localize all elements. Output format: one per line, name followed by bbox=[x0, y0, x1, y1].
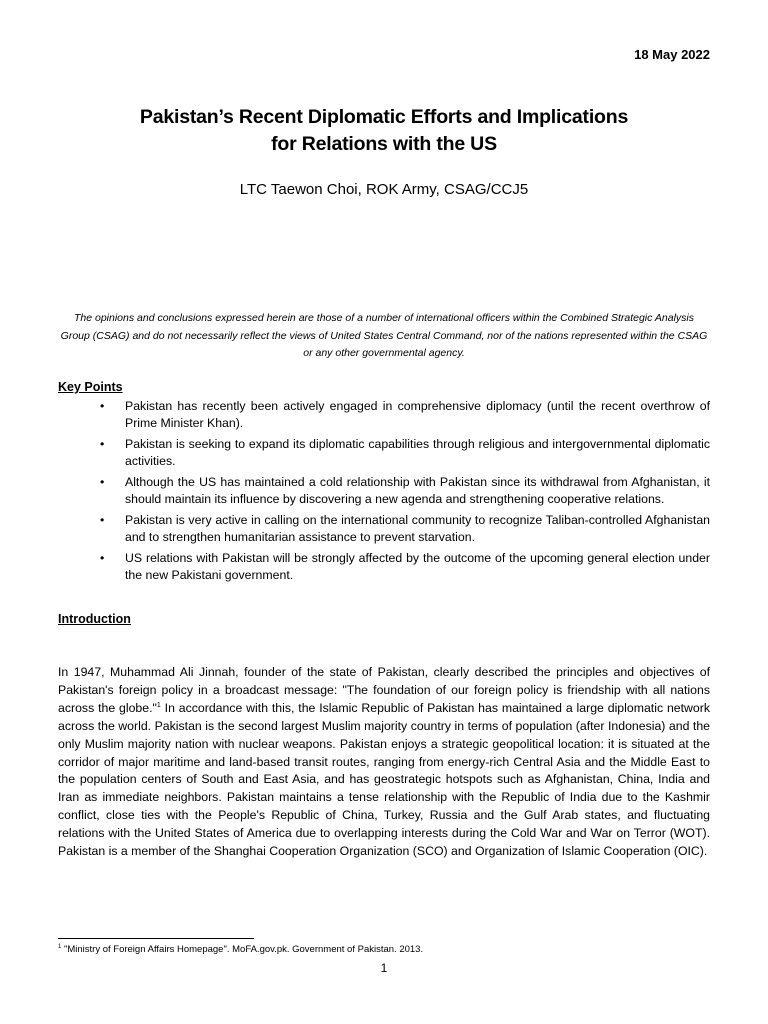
document-title bbox=[0, 104, 768, 158]
list-item-text: Pakistan has recently been actively engaged in comprehensive diplomacy (until the recent overthrow of Prime Minister Khan). bbox=[125, 399, 710, 430]
bullet-icon: • bbox=[100, 551, 105, 565]
key-points-heading: Key Points bbox=[58, 380, 123, 394]
bullet-icon: • bbox=[100, 399, 105, 413]
intro-text-part-2: In accordance with this, the Islamic Republic of Pakistan has maintained a large diplomatic network across the world. Pakistan is the second largest Muslim majority country in terms of population (after Indonesia) and the only Muslim majority nation with nuclear weapons. Pakistan enjoys a strategic geopolitical location: it is situated at the corridor of major maritime and land-based transit routes, ranging from energy-rich Central Asia and the Middle East to the population centers of South and East Asia, and has geostrategic hotspots such as Afghanistan, China, India and Iran as immediate neighbors. Pakistan maintains a tense relationship with the Republic of India due to the Kashmir conflict, close ties with the People's Republic of China, Turkey, Russia and the Gulf Arab states, and fluctuating relations with the United States of America due to overlapping interests during the Cold War and War on Terror (WOT). Pakistan is a member of the Shanghai Cooperation Organization (SCO) and Organization of Islamic Cooperation (OIC). bbox=[58, 700, 711, 859]
footnote-divider bbox=[58, 938, 254, 939]
intro-text-part-1: In 1947, Muhammad Ali Jinnah, founder of the state of Pakistan, clearly described the principles and objectives of Pakistan's foreign policy in a broadcast message: "The foundation of our foreign policy is friendship with all nations across the globe." bbox=[58, 665, 710, 715]
list-item-text: Pakistan is very active in calling on the international community to recognize Taliban-controlled Afghanistan and to strengthen humanitarian assistance to prevent starvation. bbox=[125, 513, 710, 544]
list-item-text: US relations with Pakistan will be strongly affected by the outcome of the upcoming general election under the new Pakistani government. bbox=[125, 551, 710, 582]
bullet-icon: • bbox=[100, 437, 105, 451]
list-item bbox=[100, 436, 710, 470]
introduction-paragraph bbox=[58, 664, 710, 861]
title-line-1: Pakistan’s Recent Diplomatic Efforts and Implications bbox=[139, 106, 629, 128]
page-number: 1 bbox=[380, 961, 388, 975]
list-item-text: Although the US has maintained a cold relationship with Pakistan since its withdrawal from Afghanistan, it should maintain its influence by discovering a new agenda and strengthening cooperative relations. bbox=[125, 475, 710, 506]
footnote-text: "Ministry of Foreign Affairs Homepage". MoFA.gov.pk. Government of Pakistan. 2013. bbox=[61, 944, 424, 955]
document-date: 18 May 2022 bbox=[634, 47, 710, 62]
title-line-2: for Relations with the US bbox=[271, 133, 497, 155]
disclaimer: The opinions and conclusions expressed herein are those of a number of international officers within the Combined Strategic Analysis Group (CSAG) and do not necessarily reflect the views of United States Central Command, nor of the nations represented within the CSAG or any other governmental agency. bbox=[60, 312, 708, 359]
bullet-icon: • bbox=[100, 513, 105, 527]
footnote bbox=[58, 944, 423, 955]
list-item bbox=[100, 398, 710, 432]
list-item bbox=[100, 550, 710, 584]
author-line: LTC Taewon Choi, ROK Army, CSAG/CCJ5 bbox=[239, 181, 529, 198]
footnote-number: 1 bbox=[58, 943, 62, 950]
bullet-icon: • bbox=[100, 475, 105, 489]
list-item-text: Pakistan is seeking to expand its diplomatic capabilities through religious and intergovernmental diplomatic activities. bbox=[125, 437, 710, 468]
footnote-reference[interactable]: 1 bbox=[156, 701, 161, 709]
introduction-heading: Introduction bbox=[58, 612, 131, 626]
list-item bbox=[100, 474, 710, 508]
key-points-list bbox=[100, 398, 710, 588]
list-item bbox=[100, 512, 710, 546]
